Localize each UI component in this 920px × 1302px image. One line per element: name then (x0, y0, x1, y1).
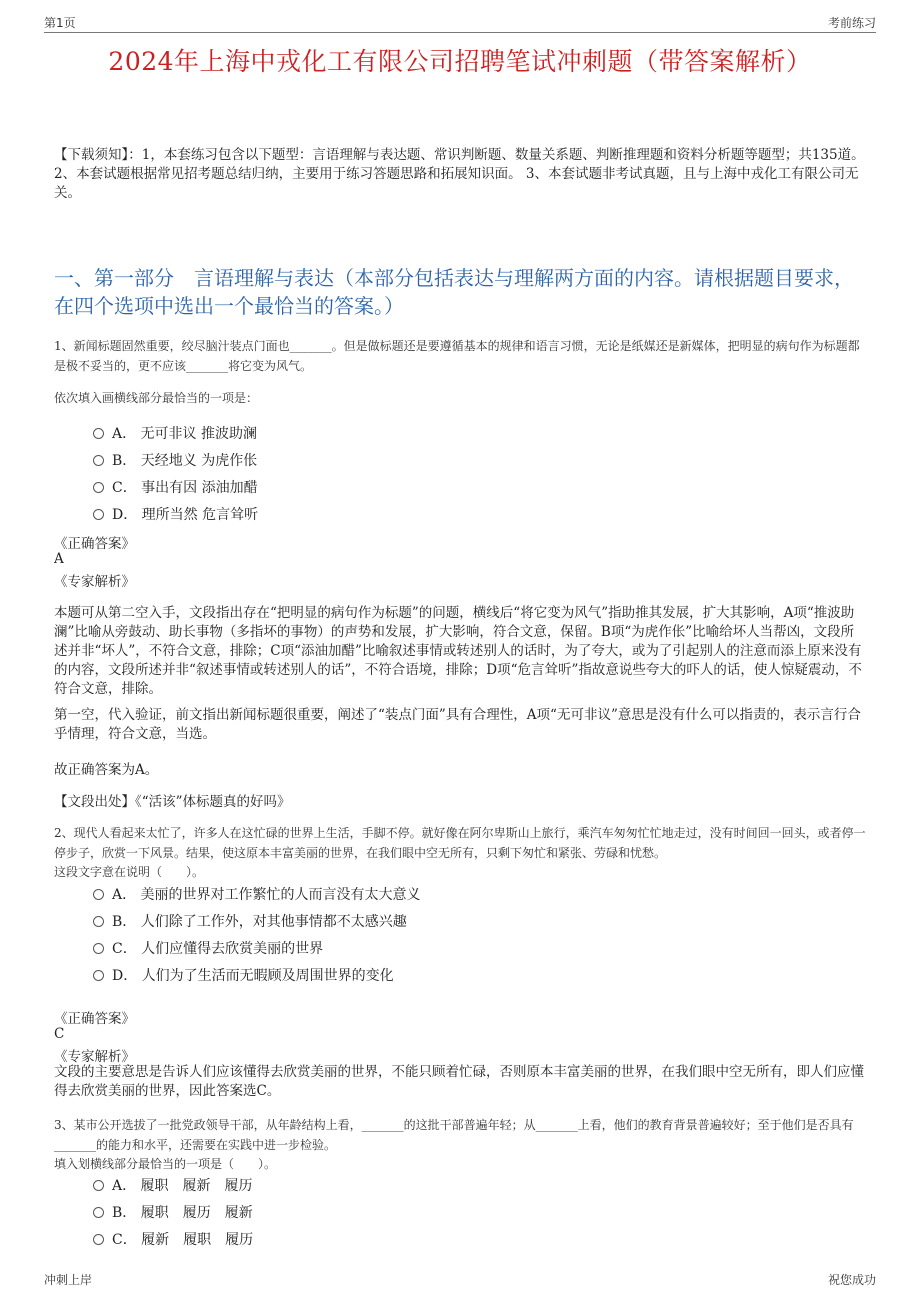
q1-option-c-label: C． 事出有因 添油加醋 (112, 480, 258, 496)
q2-option-b-label: B． 人们除了工作外，对其他事情都不太感兴趣 (112, 914, 407, 930)
question-2-text: 2、现代人看起来太忙了，许多人在这忙碌的世界上生活，手脚不停。就好像在阿尔卑斯山上旅行，乘汽车匆匆忙忙地走过，没有时间回一回头，或者停一停步子，欣赏一下风景。结果，使这原本丰富美丽的世界，在我们眼中空无所有，只剩下匆忙和紧张、劳碌和忧愁。 (54, 826, 866, 860)
question-1-prompt: 依次填入画横线部分最恰当的一项是： (54, 391, 259, 405)
q1-option-b-label: B． 天经地义 为虎作伥 (112, 453, 258, 469)
radio-icon[interactable] (93, 943, 104, 954)
q3-option-b-label: B． 履职 履历 履新 (112, 1205, 253, 1221)
q3-option-b[interactable] (93, 1202, 253, 1222)
q2-option-a-label: A． 美丽的世界对工作繁忙的人而言没有太大意义 (112, 887, 421, 903)
q2-option-d[interactable] (93, 965, 394, 985)
radio-icon[interactable] (93, 482, 104, 493)
q2-option-b[interactable] (93, 911, 407, 931)
document-title: 2024年上海中戎化工有限公司招聘笔试冲刺题（带答案解析） (108, 47, 812, 76)
radio-icon[interactable] (93, 428, 104, 439)
download-notice: 【下载须知】：1，本套练习包含以下题型：言语理解与表达题、常识判断题、数量关系题、判断推理题和资料分析题等题型；共135道。 2、本套试题根据常见招考题总结归纳，主要用于练习答题思路和拓展知识面。 3、本套试题非考试真题，且与上海中戎化工有限公司无关。 (54, 147, 865, 201)
q1-conclusion: 故正确答案为A。 (54, 762, 159, 778)
q1-source: 【文段出处】《“活该”体标题真的好吗》 (54, 794, 291, 810)
radio-icon[interactable] (93, 509, 104, 520)
q1-option-a-label: A． 无可非议 推波助澜 (112, 426, 258, 442)
q1-option-c[interactable] (93, 477, 258, 497)
footer-right: 祝您成功 (827, 1273, 876, 1287)
q2-answer-label: 《正确答案》 (54, 1011, 135, 1027)
q2-answer: C (54, 1026, 65, 1042)
q1-option-d[interactable] (93, 504, 258, 524)
question-2-prompt: 这段文字意在说明（ ）。 (54, 865, 205, 879)
q1-answer-label: 《正确答案》 (54, 536, 135, 552)
page-header (44, 14, 876, 33)
q1-analysis-label: 《专家解析》 (54, 574, 135, 590)
q2-analysis: 文段的主要意思是告诉人们应该懂得去欣赏美丽的世界，不能只顾着忙碌，否则原本丰富美丽的世界，在我们眼中空无所有，即人们应懂得去欣赏美丽的世界，因此答案选C。 (54, 1064, 864, 1099)
q1-option-b[interactable] (93, 450, 257, 470)
q2-option-c-label: C． 人们应懂得去欣赏美丽的世界 (112, 941, 324, 957)
q1-answer: A (54, 551, 64, 567)
question-3-prompt: 填入划横线部分最恰当的一项是（ ）。 (54, 1157, 277, 1171)
radio-icon[interactable] (93, 1234, 104, 1245)
question-3-text: 3、某市公开选拔了一批党政领导干部，从年龄结构上看，_______的这批干部普遍年轻；从_______上看，他们的教育背景普遍较好；至于他们是否具有_______的能力和水平，还需要在实践中进一步检验。 (54, 1118, 854, 1152)
q2-option-d-label: D． 人们为了生活而无暇顾及周围世界的变化 (112, 968, 394, 984)
q3-option-c[interactable] (93, 1229, 253, 1249)
section-heading: 一、第一部分 言语理解与表达（本部分包括表达与理解两方面的内容。请根据题目要求，在四个选项中选出一个最恰当的答案。） (54, 266, 854, 318)
q2-option-c[interactable] (93, 938, 323, 958)
header-tag: 考前练习 (827, 16, 876, 30)
q2-option-a[interactable] (93, 884, 421, 904)
q1-option-d-label: D． 理所当然 危言耸听 (112, 507, 259, 523)
q2-analysis-label: 《专家解析》 (54, 1049, 135, 1065)
q1-option-a[interactable] (93, 423, 257, 443)
radio-icon[interactable] (93, 889, 104, 900)
radio-icon[interactable] (93, 1180, 104, 1191)
q1-analysis-paragraph-1: 本题可从第二空入手，文段指出存在“把明显的病句作为标题”的问题，横线后“将它变为风气”指助推其发展，扩大其影响，A项“推波助澜”比喻从旁鼓动、助长事物（多指坏的事物）的声势和发展，扩大影响，符合文意，保留。B项“为虎作伥”比喻给坏人当帮凶，文段所述并非“坏人”，不符合文意，排除；C项“添油加醋”比喻叙述事情或转述别人的话时，为了夸大，或为了引起别人的注意而添上原来没有的内容，文段所述并非“叙述事情或转述别人的话”，不符合语境，排除；D项“危言耸听”指故意说些夸大的吓人的话，使人惊疑震动，不符合文意，排除。 (54, 605, 862, 697)
radio-icon[interactable] (93, 1207, 104, 1218)
q3-option-a[interactable] (93, 1175, 253, 1195)
question-1-text: 1、新闻标题固然重要，绞尽脑汁装点门面也_______。但是做标题还是要遵循基本的规律和语言习惯，无论是纸媒还是新媒体，把明显的病句作为标题都是极不妥当的，更不应该_______将它变为风气。 (54, 339, 860, 373)
radio-icon[interactable] (93, 455, 104, 466)
radio-icon[interactable] (93, 916, 104, 927)
footer-left: 冲刺上岸 (44, 1273, 93, 1287)
q3-option-c-label: C． 履新 履职 履历 (112, 1232, 254, 1248)
radio-icon[interactable] (93, 970, 104, 981)
q3-option-a-label: A． 履职 履新 履历 (112, 1178, 253, 1194)
page-number: 第1页 (44, 16, 76, 30)
q1-analysis-paragraph-2: 第一空，代入验证，前文指出新闻标题很重要，阐述了“装点门面”具有合理性，A项“无可非议”意思是没有什么可以指责的，表示言行合乎情理，符合文意，当选。 (54, 707, 861, 742)
